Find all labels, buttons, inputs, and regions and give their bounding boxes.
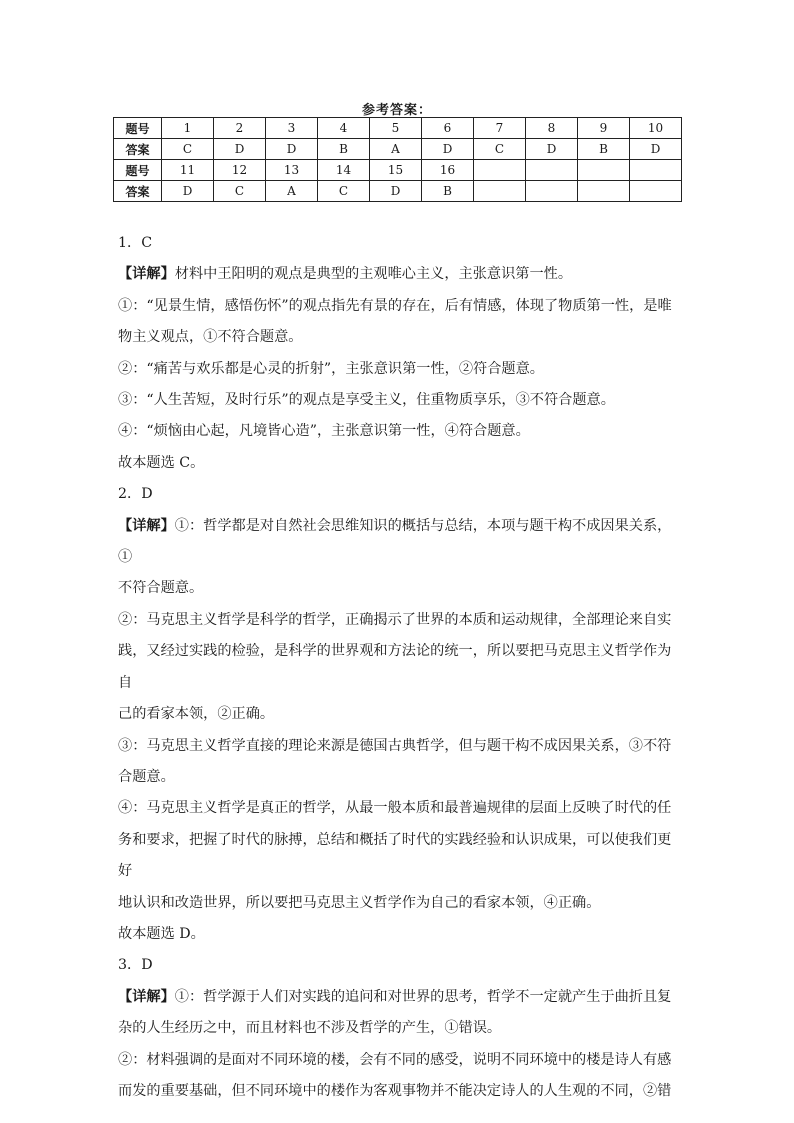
line-text: 材料中王阳明的观点是典型的主观唯心主义，主张意识第一性。: [174, 266, 573, 283]
table-cell: 16: [422, 160, 474, 181]
table-cell: 7: [474, 118, 526, 139]
table-cell: D: [526, 139, 578, 160]
line-text: 而发的重要基础，但不同环境中的楼作为客观事物并不能决定诗人的人生观的不同，②错: [118, 1082, 672, 1099]
table-cell: 2: [214, 118, 266, 139]
line-text: 杂的人生经历之中，而且材料也不涉及哲学的产生，①错误。: [118, 1020, 502, 1037]
line-text: ④：马克思主义哲学是真正的哲学，从最一般本质和最普遍规律的层面上反映了时代的任: [118, 800, 672, 817]
row-header: 答案: [114, 181, 162, 202]
table-cell: 8: [526, 118, 578, 139]
detail-tag: 【详解】: [118, 988, 175, 1005]
line-text: ②：“痛苦与欢乐都是心灵的折射”，主张意识第一性，②符合题意。: [118, 360, 544, 377]
table-cell: [526, 160, 578, 181]
table-cell: [526, 181, 578, 202]
line-text: 2．D: [118, 486, 153, 503]
line-text: 合题意。: [118, 768, 175, 785]
table-cell: 11: [162, 160, 214, 181]
table-cell: B: [578, 139, 630, 160]
text-line: [118, 888, 678, 919]
line-text: ②：马克思主义哲学是科学的哲学，正确揭示了世界的本质和运动规律，全部理论来自实: [118, 611, 672, 628]
table-row: [114, 139, 682, 160]
text-line: [118, 479, 678, 510]
table-cell: B: [318, 139, 370, 160]
text-line: [118, 416, 678, 447]
line-text: ②：材料强调的是面对不同环境的楼，会有不同的感受，说明不同环境中的楼是诗人有感: [118, 1051, 672, 1068]
row-header: 题号: [114, 160, 162, 181]
line-text: ①：“见景生情，感悟伤怀”的观点指先有景的存在，后有情感，体现了物质第一性，是唯: [118, 297, 672, 314]
table-row: [114, 181, 682, 202]
table-cell: 6: [422, 118, 474, 139]
text-line: [118, 385, 678, 416]
table-cell: D: [630, 139, 682, 160]
line-text: ③：“人生苦短，及时行乐”的观点是享受主义，住重物质享乐，③不符合题意。: [118, 392, 615, 409]
line-text: 己的看家本领，②正确。: [118, 706, 275, 723]
line-text: 故本题选 D。: [118, 925, 205, 942]
table-cell: 10: [630, 118, 682, 139]
table-cell: C: [214, 181, 266, 202]
line-text: ①：哲学都是对自然社会思维知识的概括与总结，本项与题干构不成因果关系，①: [118, 517, 672, 566]
text-line: [118, 448, 678, 479]
text-line: [118, 605, 678, 636]
line-text: 地认识和改造世界，所以要把马克思主义哲学作为自己的看家本领，④正确。: [118, 894, 601, 911]
table-cell: D: [214, 139, 266, 160]
table-cell: C: [474, 139, 526, 160]
table-row: [114, 118, 682, 139]
table-cell: 15: [370, 160, 422, 181]
answer-key-title: 参考答案：: [361, 103, 432, 118]
text-line: [118, 1076, 678, 1107]
text-line: [118, 762, 678, 793]
text-line: [118, 731, 678, 762]
text-line: [118, 919, 678, 950]
text-line: [118, 1045, 678, 1076]
table-cell: 9: [578, 118, 630, 139]
table-cell: [578, 160, 630, 181]
table-cell: 13: [266, 160, 318, 181]
table-cell: D: [370, 181, 422, 202]
text-line: [118, 511, 678, 574]
text-line: [118, 259, 678, 290]
table-cell: 1: [162, 118, 214, 139]
table-cell: D: [422, 139, 474, 160]
line-text: 故本题选 C。: [118, 454, 205, 471]
table-cell: 4: [318, 118, 370, 139]
table-cell: 3: [266, 118, 318, 139]
detail-tag: 【详解】: [118, 517, 175, 534]
text-line: [118, 228, 678, 259]
text-line: [118, 982, 678, 1013]
text-line: [118, 573, 678, 604]
row-header: 答案: [114, 139, 162, 160]
text-line: [118, 950, 678, 981]
text-line: [118, 793, 678, 824]
table-cell: D: [162, 181, 214, 202]
table-cell: B: [422, 181, 474, 202]
line-text: 物主义观点，①不符合题意。: [118, 329, 303, 346]
table-cell: 14: [318, 160, 370, 181]
line-text: 务和要求，把握了时代的脉搏，总结和概括了时代的实践经验和认识成果，可以使我们更好: [118, 831, 672, 880]
line-text: 践，又经过实践的检验，是科学的世界观和方法论的统一，所以要把马克思主义哲学作为自: [118, 643, 672, 691]
line-text: ①：哲学源于人们对实践的追问和对世界的思考，哲学不一定就产生于曲折且复: [174, 988, 672, 1005]
text-line: [118, 636, 678, 699]
table-cell: [578, 181, 630, 202]
detail-tag: 【详解】: [118, 266, 175, 283]
table-cell: [474, 181, 526, 202]
table-cell: 5: [370, 118, 422, 139]
table-cell: A: [370, 139, 422, 160]
table-cell: [630, 160, 682, 181]
line-text: 3．D: [118, 957, 153, 974]
text-line: [118, 825, 678, 888]
table-cell: A: [266, 181, 318, 202]
line-text: 不符合题意。: [118, 580, 204, 597]
table-row: [114, 160, 682, 181]
table-cell: D: [266, 139, 318, 160]
table-cell: [474, 160, 526, 181]
row-header: 题号: [114, 118, 162, 139]
table-cell: [630, 181, 682, 202]
answer-table: [113, 117, 682, 202]
text-line: [118, 322, 678, 353]
line-text: ④：“烦恼由心起，凡境皆心造”，主张意识第一性，④符合题意。: [118, 423, 530, 440]
table-cell: C: [162, 139, 214, 160]
line-text: ③：马克思主义哲学直接的理论来源是德国古典哲学，但与题干构不成因果关系，③不符: [118, 737, 672, 754]
line-text: 1．C: [118, 235, 153, 251]
explanation-text: [118, 228, 678, 1107]
text-line: [118, 1013, 678, 1044]
table-cell: C: [318, 181, 370, 202]
text-line: [118, 291, 678, 322]
text-line: [118, 354, 678, 385]
text-line: [118, 699, 678, 730]
table-cell: 12: [214, 160, 266, 181]
